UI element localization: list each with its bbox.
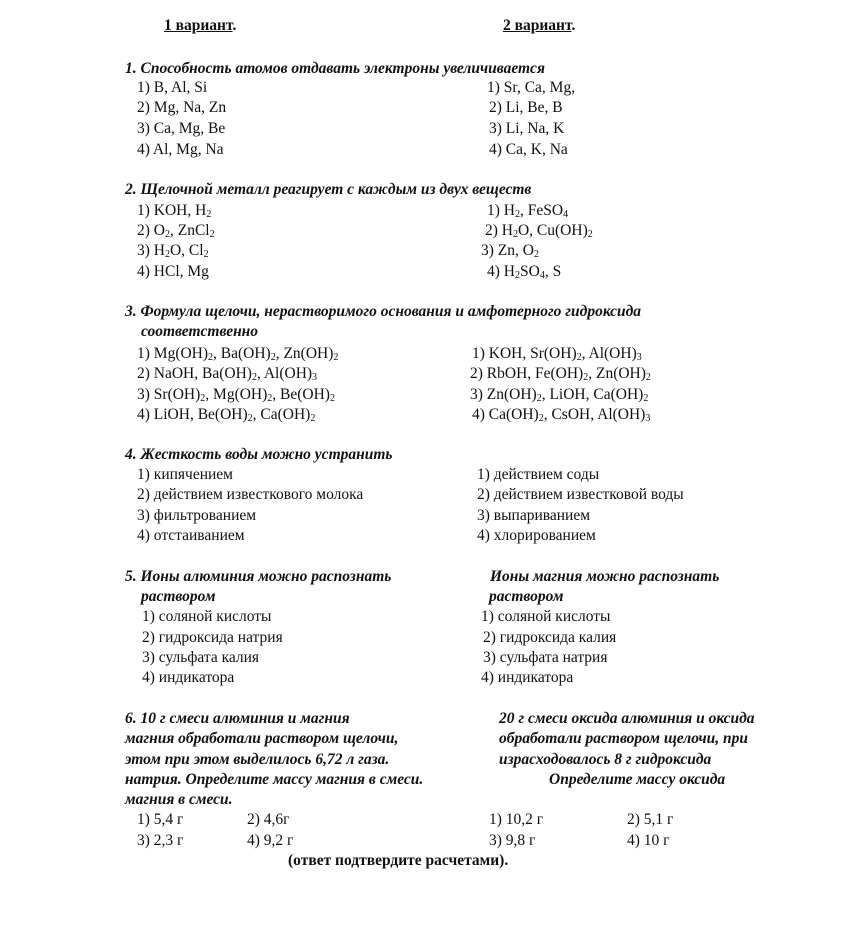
q1-right-option: 2) Li, Be, B: [489, 99, 563, 116]
q6-right-line: Определите массу оксида: [549, 771, 726, 788]
q2-left-option: 2) $O_2$, ZnCl$_2$: [137, 222, 215, 240]
q5-right-option: 2) гидроксида калия: [483, 629, 617, 646]
q4-title: 4. Жесткость воды можно устранить: [125, 446, 393, 463]
q2-left-option: 4) HCl, Mg: [137, 263, 209, 280]
q6-right-option: 3) 9,8 г: [489, 832, 536, 849]
q6-left-line: магния в смеси.: [125, 791, 233, 808]
q5-left-option: 2) гидроксида натрия: [142, 629, 283, 646]
variant-1-header: 1 вариант.: [164, 17, 237, 34]
q4-left-option: 4) отстаиванием: [137, 527, 245, 544]
q5-left-option: 4) индикатора: [142, 669, 235, 686]
q5-left-option: 1) соляной кислоты: [142, 608, 272, 625]
q6-left-option: 1) 5,4 г: [137, 811, 184, 828]
q5-right-option: 1) соляной кислоты: [481, 608, 611, 625]
q5-title-right: Ионы магния можно распознать: [490, 568, 720, 585]
q1-right-option: 1) Sr, Ca, Mg,: [487, 79, 576, 96]
q4-left-option: 3) фильтрованием: [137, 507, 257, 524]
q2-right-option: 1) $H_2$, FeSO$_4$: [487, 202, 569, 220]
q4-left-option: 2) действием известкового молока: [137, 486, 364, 503]
q6-right-line: обработали раствором щелочи, при: [499, 730, 749, 747]
q3-left-option: 3) $Sr(OH)_2$, $Mg(OH)_2$, $Be(OH)_2$: [137, 386, 335, 404]
q5-left-option: 3) сульфата калия: [142, 649, 260, 666]
q3-left-option: 1) $Mg(OH)_2$, $Ba(OH)_2$, $Zn(OH)_2$: [137, 345, 339, 363]
q3-title: 3. Формула щелочи, нерастворимого основания и амфотерного гидроксида: [125, 303, 642, 320]
q1-right-option: 3) Li, Na, K: [489, 120, 565, 137]
q6-left-line: магния обработали раствором щелочи,: [125, 730, 399, 747]
q6-right-line: 20 г смеси оксида алюминия и оксида: [499, 710, 755, 727]
q2-right-option: 3) Zn, $O_2$: [481, 242, 539, 260]
q6-left-option: 2) 4,6г: [247, 811, 290, 828]
q1-right-option: 4) Ca, K, Na: [489, 141, 568, 158]
q6-left-option: 3) 2,3 г: [137, 832, 184, 849]
q3-right-option: 1) KOH, $Sr(OH)_2$, $Al(OH)_3$: [472, 345, 642, 363]
q2-right-option: 2) $H_2O$, $Cu(OH)_2$: [485, 222, 593, 240]
q6-right-option: 4) 10 г: [627, 832, 670, 849]
q1-title: 1. Способность атомов отдавать электроны увеличивается: [125, 60, 545, 77]
q3-right-option: 3) $Zn(OH)_2$, LiOH, $Ca(OH)_2$: [470, 386, 649, 404]
q2-left-option: 1) KOH, $H_2$: [137, 202, 212, 220]
q1-left-option: 1) B, Al, Si: [137, 79, 208, 96]
q6-footer: (ответ подтвердите расчетами).: [288, 852, 509, 869]
q1-left-option: 3) Ca, Mg, Be: [137, 120, 226, 137]
q5-title-left: 5. Ионы алюминия можно распознать: [125, 568, 392, 585]
q6-right-option: 2) 5,1 г: [627, 811, 674, 828]
q3-left-option: 2) NaOH, $Ba(OH)_2$, $Al(OH)_3$: [137, 365, 318, 383]
q6-right-line: израсходовалось 8 г гидроксида: [499, 751, 712, 768]
q4-right-option: 4) хлорированием: [477, 527, 596, 544]
q6-left-line: 6. 10 г смеси алюминия и магния: [125, 710, 350, 727]
q6-left-line: натрия. Определите массу магния в смеси.: [125, 771, 424, 788]
q5-right-option: 4) индикатора: [481, 669, 574, 686]
q3-right-option: 2) RbOH, $Fe(OH)_2$, $Zn(OH)_2$: [470, 365, 651, 383]
q3-right-option: 4) $Ca(OH)_2$, CsOH, $Al(OH)_3$: [472, 406, 651, 424]
q1-left-option: 4) Al, Mg, Na: [137, 141, 224, 158]
q5-right-option: 3) сульфата натрия: [483, 649, 608, 666]
q6-left-line: этом при этом выделилось 6,72 л газа.: [125, 751, 390, 768]
q4-right-option: 3) выпариванием: [477, 507, 591, 524]
q1-left-option: 2) Mg, Na, Zn: [137, 99, 227, 116]
q2-left-option: 3) $H_2O$, $Cl_2$: [137, 242, 209, 260]
q5-title-left-cont: раствором: [141, 588, 216, 605]
variant-2-header: 2 вариант.: [503, 17, 576, 34]
q2-title: 2. Щелочной металл реагирует с каждым из двух веществ: [125, 181, 532, 198]
q4-left-option: 1) кипячением: [137, 466, 233, 483]
q6-right-option: 1) 10,2 г: [489, 811, 544, 828]
q5-title-right-cont: раствором: [489, 588, 564, 605]
q4-right-option: 2) действием известковой воды: [477, 486, 684, 503]
q2-right-option: 4) $H_2SO_4$, S: [487, 263, 562, 281]
q3-left-option: 4) LiOH, $Be(OH)_2$, $Ca(OH)_2$: [137, 406, 316, 424]
q6-left-option: 4) 9,2 г: [247, 832, 294, 849]
q3-title-cont: соответственно: [141, 323, 259, 340]
q4-right-option: 1) действием соды: [477, 466, 600, 483]
